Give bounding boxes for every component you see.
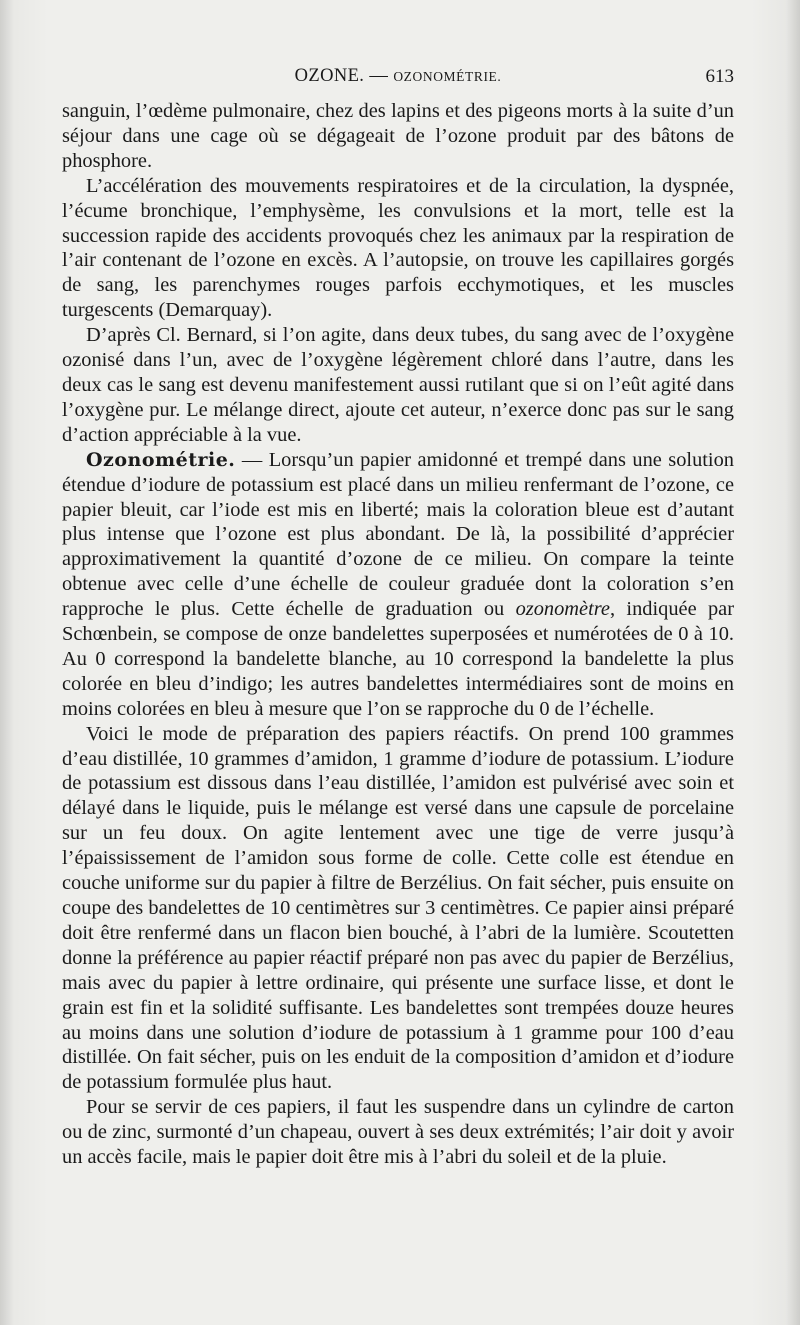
ozonometre-term: ozonomètre (515, 598, 610, 621)
running-head-dash: — (369, 66, 389, 86)
paragraph-bernard: D’après Cl. Bernard, si l’on agite, dans deux tubes, du sang avec de l’oxygène ozonisé dans l’un, avec de l’oxygène légèrement chloré dans l’autre, dans les deux cas le sang est devenu manifestement aussi rutilant que si on l’eût agité dans l’oxygène pur. Le mélange direct, ajoute cet auteur, n’exerce donc pas sur le sang d’action appréciable à la vue. (62, 324, 734, 446)
ozonometrie-text-part1: — Lorsqu’un papier amidonné et trempé dans une solution étendue d’iodure de potassium est placé dans un milieu renfermant de l’ozone, ce papier bleuit, car l’iode est mis en liberté; mais la coloration bleue est d’autant plus intense que l’ozone est plus abondant. De là, la possibilité d’apprécier approximativement la quantité d’ozone de ce milieu. On compare la teinte obtenue avec celle d’une échelle de couleur graduée dont la coloration s’en rapproche le plus. Cette échelle de graduation ou (62, 448, 734, 621)
page-edge-shadow-right (786, 0, 800, 1325)
section-heading-ozonometrie: Ozonométrie. (86, 448, 236, 471)
paragraph-symptoms: L’accélération des mouvements respiratoires et de la circulation, la dyspnée, l’écume bronchique, l’emphysème, les convulsions et la mort, telle est la succession rapide des accidents provoqués chez les animaux par la respiration de l’air contenant de l’ozone en excès. A l’autopsie, on trouve les capillaires gorgés de sang, les parenchymes rouges parfois ecchymotiques, et les muscles turgescents (Demarquay). (62, 174, 734, 322)
running-head (62, 66, 734, 96)
page-edge-shadow-left (0, 0, 14, 1325)
body-text (62, 99, 734, 1170)
running-head-title (62, 66, 734, 87)
ozonometrie-text-part2: , indiquée par Schœnbein, se compose de onze bandelettes superposées et numérotées de 0 à 10. Au 0 correspond la bandelette blanche, au 10 correspond la bandelette la plus colorée en bleu d’indigo; les autres bandelettes intermédiaires sont de moins en moins colorées en bleu à mesure que l’on se rapproche du 0 de l’échelle. (62, 598, 734, 720)
paragraph-continuation: sanguin, l’œdème pulmonaire, chez des lapins et des pigeons morts à la suite d’un séjour dans une cage où se dégageait de l’ozone produit par des bâtons de phosphore. (62, 100, 734, 172)
paragraph-preparation: Voici le mode de préparation des papiers réactifs. On prend 100 grammes d’eau distillée, 10 grammes d’amidon, 1 gramme d’iodure de potassium. L’iodure de potassium est dissous dans l’eau distillée, l’amidon est pulvérisé avec soin et délayé dans le liquide, puis le mélange est versé dans une capsule de porcelaine sur un feu doux. On agite lentement avec une tige de verre jusqu’à l’épaississement de l’amidon sous forme de colle. Cette colle est étendue en couche uniforme sur du papier à filtre de Berzélius. On fait sécher, puis ensuite on coupe des bandelettes de 10 centimètres sur 3 centimètres. Ce papier ainsi préparé doit être renfermé dans un flacon bien bouché, à l’abri de la lumière. Scoutetten donne la préférence au papier réactif préparé non pas avec du papier de Berzélius, mais avec du papier à lettre ordinaire, qui présente une surface lisse, et dont le grain est fin et la solidité suffisante. Les bandelettes sont trempées douze heures au moins dans une solution d’iodure de potassium à 1 gramme pour 100 d’eau distillée. On fait sécher, puis on les enduit de la composition d’amidon et d’iodure de potassium formulée plus haut. (62, 722, 734, 1094)
running-head-sub: OZONOMÉTRIE. (393, 69, 502, 84)
running-head-main: OZONE. (294, 66, 365, 86)
paragraph-usage: Pour se servir de ces papiers, il faut les suspendre dans un cylindre de carton ou de zinc, surmonté d’un chapeau, ouvert à ses deux extrémités; l’air doit y avoir un accès facile, mais le papier doit être mis à l’abri du soleil et de la pluie. (62, 1096, 734, 1169)
paragraph-ozonometrie (62, 448, 734, 722)
page-number: 613 (705, 66, 734, 87)
